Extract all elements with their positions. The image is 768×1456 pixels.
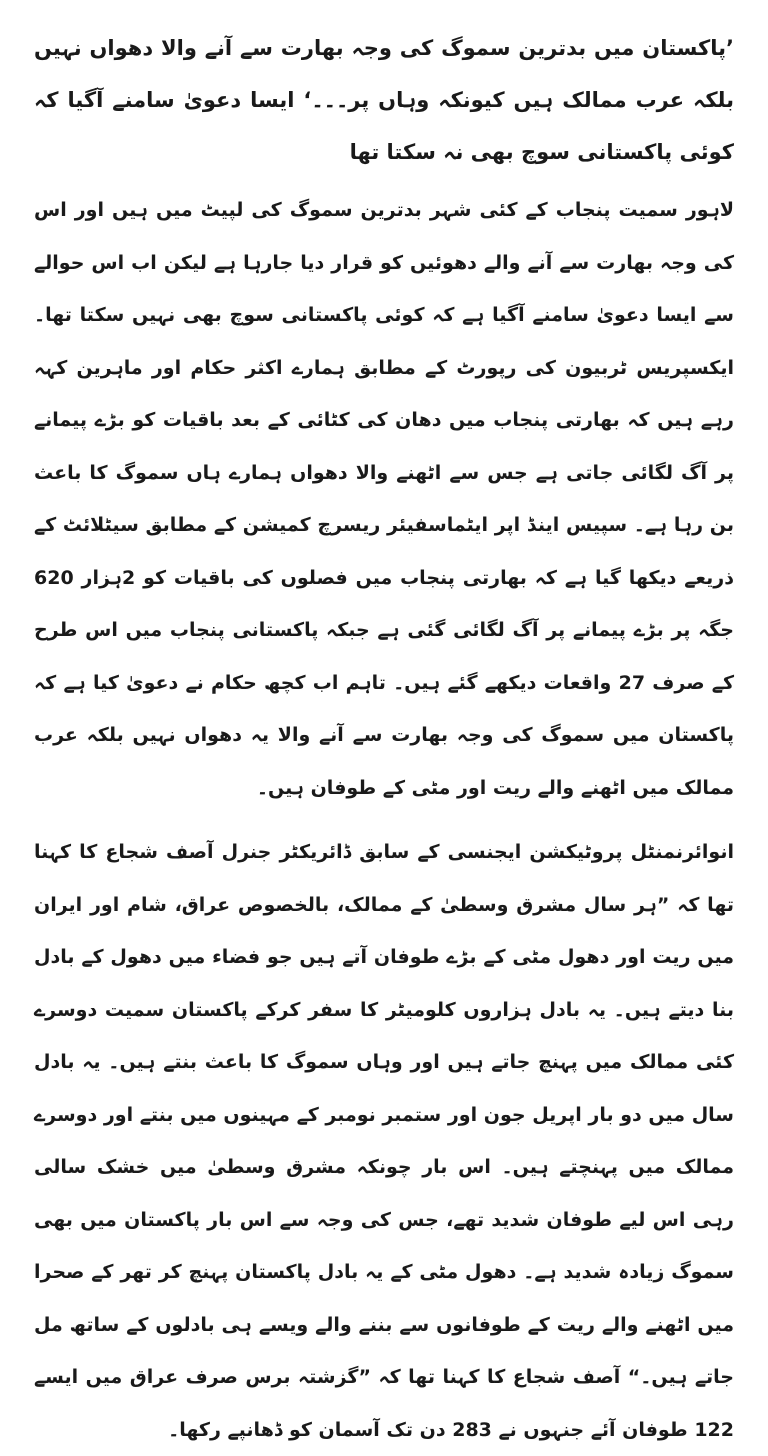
article-paragraph: لاہور سمیت پنجاب کے کئی شہر بدترین سموگ کی لپیٹ میں ہیں اور اس کی وجہ بھارت سے آنے والے دھوئیں کو قرار دیا جارہا ہے لیکن اب اس حوالے سے ایسا دعویٰ سامنے آگیا ہے کہ کوئی پاکستانی سوچ بھی نہیں سکتا تھا۔ ایکسپریس ٹربیون کی رپورٹ کے مطابق ہمارے اکثر حکام اور ماہرین کہہ رہے ہیں کہ بھارتی پنجاب میں دھان کی کٹائی کے بعد باقیات کو بڑے پیمانے پر آگ لگائی جاتی ہے جس سے اٹھنے والا دھواں ہمارے ہاں سموگ کا باعث بن رہا ہے۔ سپیس اینڈ اپر ایٹماسفیئر ریسرچ کمیشن کے مطابق سیٹلائٹ کے ذریعے دیکھا گیا ہے کہ بھارتی پنجاب میں فصلوں کی باقیات کو 2ہزار 620 جگہ پر بڑے پیمانے پر آگ لگائی گئی ہے جبکہ پاکستانی پنجاب میں اس طرح کے صرف 27 واقعات دیکھے گئے ہیں۔ تاہم اب کچھ حکام نے دعویٰ کیا ہے کہ پاکستان میں سموگ کی وجہ بھارت سے آنے والا یہ دھواں نہیں بلکہ عرب ممالک میں اٹھنے والے ریت اور مٹی کے طوفان ہیں۔	[34, 199, 734, 799]
article-paragraph: انوائرنمنٹل پروٹیکشن ایجنسی کے سابق ڈائریکٹر جنرل آصف شجاع کا کہنا تھا کہ ”ہر سال مشرق وسطیٰ کے ممالک، بالخصوص عراق، شام اور ایران میں ریت اور دھول مٹی کے بڑے طوفان آتے ہیں جو فضاء میں دھول کے بادل بنا دیتے ہیں۔ یہ بادل ہزاروں کلومیٹر کا سفر کرکے پاکستان سمیت دوسرے کئی ممالک میں پہنچ جاتے ہیں اور وہاں سموگ کا باعث بنتے ہیں۔ یہ بادل سال میں دو بار اپریل جون اور ستمبر نومبر کے مہینوں میں بنتے اور دوسرے ممالک میں پہنچتے ہیں۔ اس بار چونکہ مشرق وسطیٰ میں خشک سالی رہی اس لیے طوفان شدید تھے، جس کی وجہ سے اس بار پاکستان میں بھی سموگ زیادہ شدید ہے۔ دھول مٹی کے یہ بادل پاکستان پہنچ کر تھر کے صحرا میں اٹھنے والے ریت کے طوفانوں سے بننے والے ویسے ہی بادلوں کے ساتھ مل جاتے ہیں۔“ آصف شجاع کا کہنا تھا کہ ”گزشتہ برس صرف عراق میں ایسے 122 طوفان آئے جنہوں نے 283 دن تک آسمان کو ڈھانپے رکھا۔	[34, 841, 734, 1441]
article-headline: ’پاکستان میں بدترین سموگ کی وجہ بھارت سے آنے والا دھواں نہیں بلکہ عرب ممالک ہیں کیونکہ وہاں پر۔۔۔‘ ایسا دعویٰ سامنے آگیا کہ کوئی پاکستانی سوچ بھی نہ سکتا تھا	[34, 36, 734, 164]
